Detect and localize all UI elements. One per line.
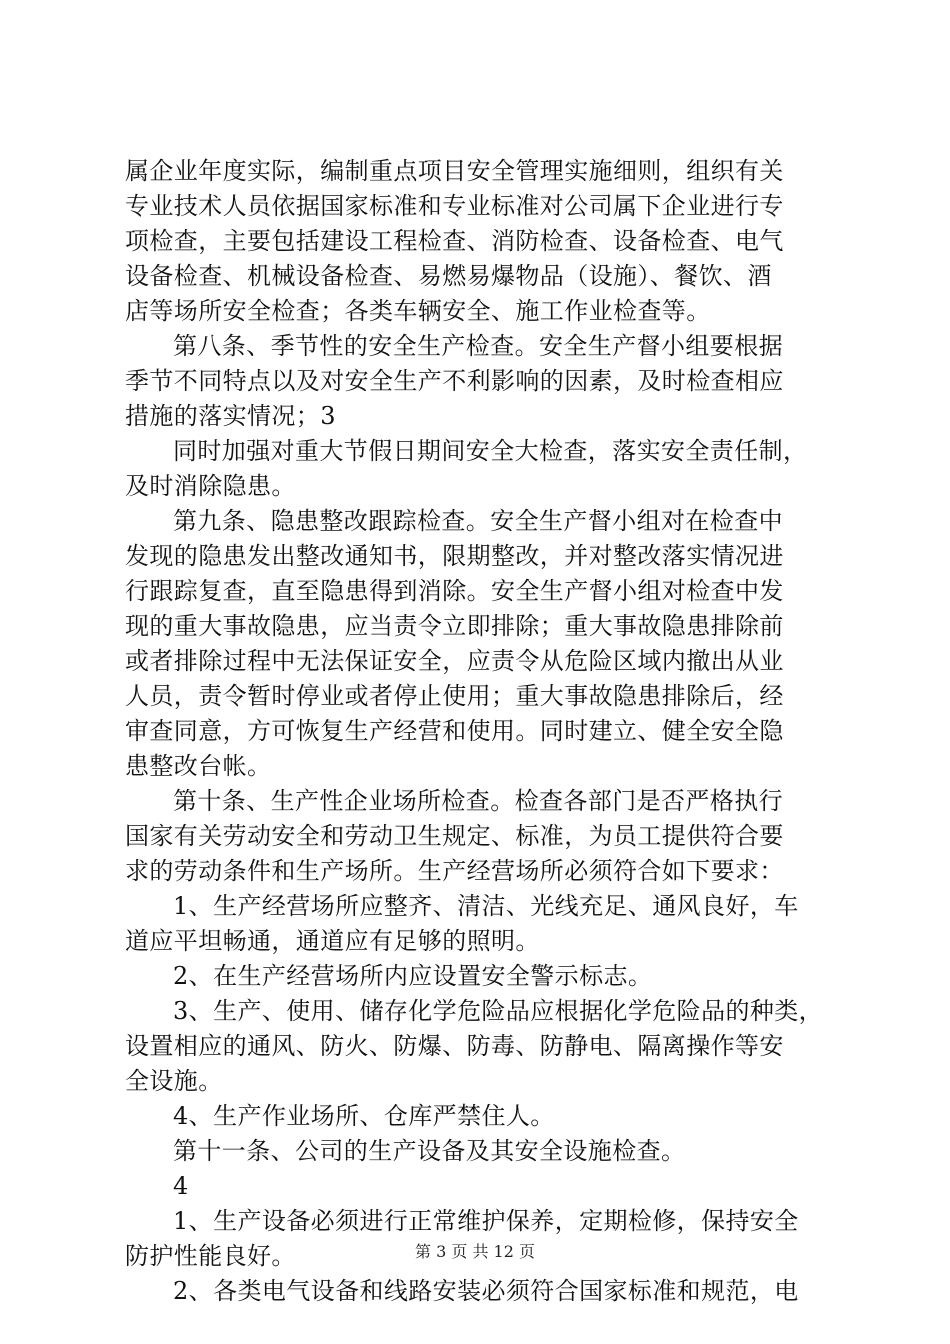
- text-line: 第八条、季节性的安全生产检查。安全生产督小组要根据: [173, 332, 783, 360]
- text-line: 同时加强对重大节假日期间安全大检查，落实安全责任制，: [173, 437, 808, 465]
- text-line: 4: [173, 1172, 189, 1200]
- text-line: 防护性能良好。: [125, 1242, 296, 1270]
- body-text: [125, 154, 845, 1309]
- text-line: 3、生产、使用、储存化学危险品应根据化学危险品的种类，: [173, 997, 824, 1025]
- text-line: 患整改台帐。: [125, 752, 272, 780]
- text-line: 2、各类电气设备和线路安装必须符合国家标准和规范，电: [173, 1277, 799, 1305]
- text-line: 设置相应的通风、防火、防爆、防毒、防静电、隔离操作等安: [125, 1032, 784, 1060]
- text-line: 行跟踪复查，直至隐患得到消除。安全生产督小组对检查中发: [125, 577, 784, 605]
- text-line: 或者排除过程中无法保证安全，应责令从危险区域内撤出从业: [125, 647, 784, 675]
- text-line: 求的劳动条件和生产场所。生产经营场所必须符合如下要求：: [125, 857, 784, 885]
- text-line: 人员，责令暂时停业或者停止使用；重大事故隐患排除后，经: [125, 682, 784, 710]
- text-line: 道应平坦畅通，通道应有足够的照明。: [125, 927, 540, 955]
- page-footer: [0, 1242, 950, 1262]
- text-line: 项检查，主要包括建设工程检查、消防检查、设备检查、电气: [125, 227, 784, 255]
- text-line: 国家有关劳动安全和劳动卫生规定、标准，为员工提供符合要: [125, 822, 784, 850]
- text-line: 第十一条、公司的生产设备及其安全设施检查。: [173, 1137, 686, 1165]
- page-number-label: 第 3 页 共 12 页: [415, 1242, 535, 1261]
- text-line: 2、在生产经营场所内应设置安全警示标志。: [173, 962, 653, 990]
- text-line: 设备检查、机械设备检查、易燃易爆物品（设施）、餐饮、酒: [125, 262, 772, 290]
- text-line: 及时消除隐患。: [125, 472, 296, 500]
- text-line: 店等场所安全检查；各类车辆安全、施工作业检查等。: [125, 297, 711, 325]
- text-line: 措施的落实情况；3: [125, 402, 336, 430]
- text-line: 发现的隐患发出整改通知书，限期整改，并对整改落实情况进: [125, 542, 784, 570]
- text-line: 第十条、生产性企业场所检查。检查各部门是否严格执行: [173, 787, 783, 815]
- text-line: 专业技术人员依据国家标准和专业标准对公司属下企业进行专: [125, 192, 784, 220]
- text-line: 4、生产作业场所、仓库严禁住人。: [173, 1102, 555, 1130]
- text-line: 第九条、隐患整改跟踪检查。安全生产督小组对在检查中: [173, 507, 783, 535]
- text-line: 现的重大事故隐患，应当责令立即排除；重大事故隐患排除前: [125, 612, 784, 640]
- text-line: 审查同意，方可恢复生产经营和使用。同时建立、健全安全隐: [125, 717, 784, 745]
- text-line: 1、生产设备必须进行正常维护保养，定期检修，保持安全: [173, 1207, 799, 1235]
- text-line: 季节不同特点以及对安全生产不利影响的因素，及时检查相应: [125, 367, 784, 395]
- text-line: 全设施。: [125, 1067, 223, 1095]
- text-line: 1、生产经营场所应整齐、清洁、光线充足、通风良好，车: [173, 892, 799, 920]
- text-line: 属企业年度实际，编制重点项目安全管理实施细则，组织有关: [125, 157, 784, 185]
